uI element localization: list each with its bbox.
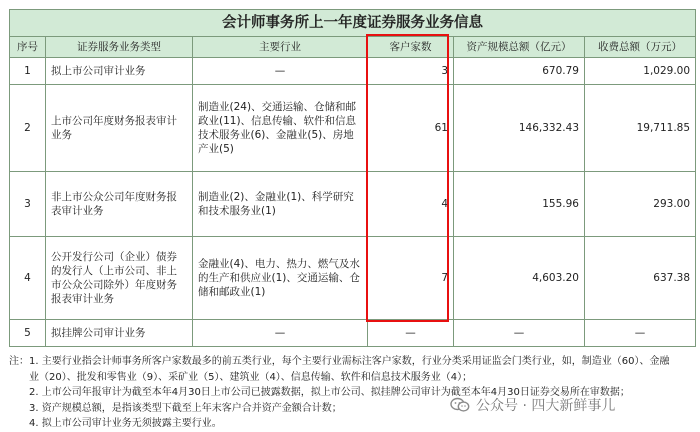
row-fees: 1,029.00 (585, 58, 696, 85)
document (9, 9, 695, 432)
table-row (10, 320, 696, 347)
row-clients: 7 (368, 237, 454, 320)
table-title: 会计师事务所上一年度证券服务业务信息 (10, 10, 696, 37)
row-no: 5 (10, 320, 46, 347)
row-fees: 19,711.85 (585, 85, 696, 172)
row-clients: 4 (368, 172, 454, 237)
footnote-item: 4. 拟上市公司审计业务无须披露主要行业。 (29, 418, 222, 429)
row-no: 1 (10, 58, 46, 85)
table-row (10, 58, 696, 85)
row-fees: 293.00 (585, 172, 696, 237)
watermark (450, 395, 615, 415)
table-row (10, 237, 696, 320)
col-header-clients: 客户家数 (368, 37, 454, 58)
row-industry: 制造业(24)、交通运输、仓储和邮政业(11)、信息传输、软件和信息技术服务业(6)、金融业(5)、房地产业(5) (193, 85, 368, 172)
row-clients: 3 (368, 58, 454, 85)
table-row (10, 172, 696, 237)
row-no: 2 (10, 85, 46, 172)
row-assets: 670.79 (454, 58, 585, 85)
row-industry: — (193, 58, 368, 85)
wechat-icon (450, 397, 470, 413)
col-header-assets: 资产规模总额（亿元） (454, 37, 585, 58)
footnote-item: 3. 资产规模总额，是指该类型下截至上年末客户合并资产金额合计数； (29, 402, 342, 414)
row-type: 非上市公众公司年度财务报表审计业务 (46, 172, 193, 237)
row-type: 公开发行公司（企业）债券的发行人（上市公司、非上市公众公司除外）年度财务报表审计业务 (46, 237, 193, 320)
col-header-industry: 主要行业 (193, 37, 368, 58)
row-no: 3 (10, 172, 46, 237)
row-assets: 146,332.43 (454, 85, 585, 172)
watermark-text: 公众号 · 四大新鲜事儿 (476, 398, 616, 414)
row-industry: 金融业(4)、电力、热力、燃气及水的生产和供应业(1)、交通运输、仓储和邮政业(1) (193, 237, 368, 320)
col-header-fees: 收费总额（万元） (585, 37, 696, 58)
col-header-no: 序号 (10, 37, 46, 58)
row-assets: 155.96 (454, 172, 585, 237)
footnotes-label: 注： (9, 356, 29, 367)
col-header-type: 证券服务业务类型 (46, 37, 193, 58)
row-fees: 637.38 (585, 237, 696, 320)
row-clients: 61 (368, 85, 454, 172)
footnotes-body (29, 354, 674, 432)
footnote-item: 2. 上市公司年报审计为截至本年4月30日上市公司已披露数据，拟上市公司、拟挂牌公司审计为截至本年4月30日证券交易所在审数据； (29, 387, 630, 398)
footnote-item: 1. 主要行业指会计师事务所客户家数最多的前五类行业，每个主要行业需标注客户家数，行业分类采用证监会门类行业，如，制造业（60）、金融业（20）、批发和零售业（9）、采矿业（5）、建筑业（4）、信息传输、软件和信息技术服务业（4）； (29, 356, 670, 383)
row-industry: 制造业(2)、金融业(1)、科学研究和技术服务业(1) (193, 172, 368, 237)
row-fees: — (585, 320, 696, 347)
row-industry: — (193, 320, 368, 347)
row-no: 4 (10, 237, 46, 320)
row-type: 拟挂牌公司审计业务 (46, 320, 193, 347)
table-header-row (10, 37, 696, 58)
securities-service-table (9, 9, 696, 347)
row-type: 上市公司年度财务报表审计业务 (46, 85, 193, 172)
table-row (10, 85, 696, 172)
row-assets: — (454, 320, 585, 347)
row-clients: — (368, 320, 454, 347)
row-assets: 4,603.20 (454, 237, 585, 320)
row-type: 拟上市公司审计业务 (46, 58, 193, 85)
footnotes (9, 354, 695, 432)
